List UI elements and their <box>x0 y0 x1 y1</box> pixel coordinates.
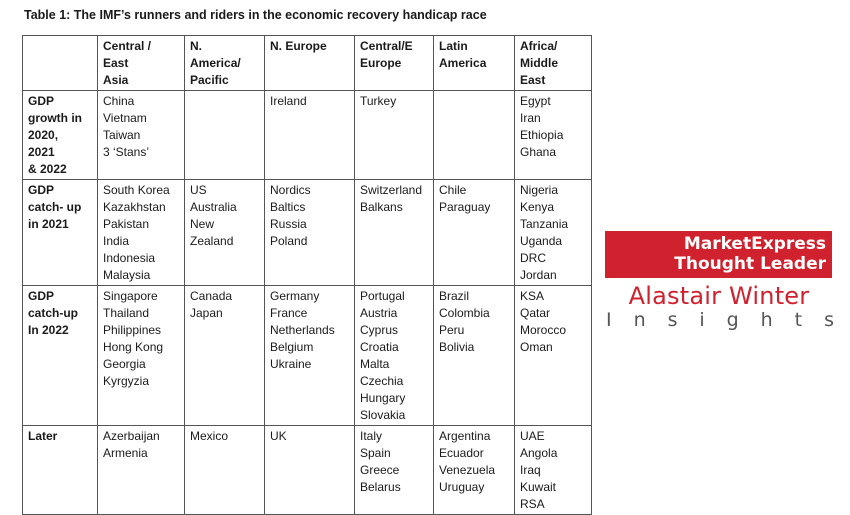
country-name: South Korea <box>103 183 170 197</box>
header-text: Pacific <box>190 73 229 87</box>
column-header <box>265 36 355 91</box>
country-name: Kazakhstan <box>103 200 166 214</box>
column-header <box>515 36 592 91</box>
header-text: Europe <box>360 56 402 70</box>
country-name: Peru <box>439 323 465 337</box>
row-label <box>23 286 98 426</box>
country-name: New <box>190 217 215 231</box>
row-label-text: & 2022 <box>28 162 67 176</box>
country-name: Qatar <box>520 306 551 320</box>
country-name: Uruguay <box>439 480 485 494</box>
country-name: Ghana <box>520 145 557 159</box>
country-name: DRC <box>520 251 546 265</box>
country-name: Brazil <box>439 289 470 303</box>
insights-letter: s <box>667 309 678 331</box>
marketexpress-badge <box>605 231 832 278</box>
country-name: Balkans <box>360 200 403 214</box>
country-name: Ethiopia <box>520 128 564 142</box>
country-name: UK <box>270 429 287 443</box>
row-label-text: in 2021 <box>28 217 69 231</box>
country-name: Belarus <box>360 480 401 494</box>
country-name: Mexico <box>190 429 229 443</box>
country-name: Slovakia <box>360 408 406 422</box>
country-name: Baltics <box>270 200 306 214</box>
country-name: Germany <box>270 289 320 303</box>
header-row <box>23 36 592 91</box>
table-row <box>23 426 592 515</box>
country-name: Ukraine <box>270 357 312 371</box>
brand-subtitle <box>606 309 834 331</box>
header-text: Central / <box>103 39 152 53</box>
row-label-text: catch- up <box>28 200 82 214</box>
country-name: Bolivia <box>439 340 475 354</box>
country-name: Russia <box>270 217 307 231</box>
table-cell <box>355 91 434 180</box>
country-name: Hungary <box>360 391 406 405</box>
row-label-text: Later <box>28 429 58 443</box>
insights-letter: t <box>794 309 803 331</box>
country-name: Spain <box>360 446 391 460</box>
country-name: Iraq <box>520 463 541 477</box>
header-text: America/ <box>190 56 241 70</box>
table-cell <box>355 426 434 515</box>
row-label <box>23 91 98 180</box>
row-label-text: 2021 <box>28 145 55 159</box>
country-name: Taiwan <box>103 128 141 142</box>
table-cell <box>265 426 355 515</box>
country-name: Philippines <box>103 323 162 337</box>
column-header <box>98 36 185 91</box>
country-name: Greece <box>360 463 400 477</box>
country-name: Iran <box>520 111 541 125</box>
insights-letter: I <box>606 309 612 331</box>
country-name: Hong Kong <box>103 340 164 354</box>
table-cell <box>515 426 592 515</box>
country-name: Poland <box>270 234 308 248</box>
table-cell <box>265 91 355 180</box>
row-label-text: In 2022 <box>28 323 69 337</box>
country-name: Canada <box>190 289 233 303</box>
country-name: Nigeria <box>520 183 559 197</box>
header-text: Latin <box>439 39 468 53</box>
country-name: KSA <box>520 289 545 303</box>
country-name: China <box>103 94 135 108</box>
row-label-text: 2020, <box>28 128 59 142</box>
column-header <box>434 36 515 91</box>
country-name: Colombia <box>439 306 490 320</box>
country-name: Switzerland <box>360 183 423 197</box>
insights-letter: n <box>633 309 646 331</box>
corner-cell <box>23 36 98 91</box>
insights-letter: g <box>726 309 739 331</box>
country-name: Angola <box>520 446 558 460</box>
country-name: Jordan <box>520 268 557 282</box>
country-name: Austria <box>360 306 398 320</box>
header-text: Middle <box>520 56 558 70</box>
table-cell <box>434 426 515 515</box>
table-row <box>23 286 592 426</box>
country-name: RSA <box>520 497 545 511</box>
country-name: India <box>103 234 130 248</box>
country-name: Kenya <box>520 200 555 214</box>
table-cell <box>515 286 592 426</box>
row-label-text: catch-up <box>28 306 79 320</box>
table-cell <box>98 426 185 515</box>
row-label <box>23 426 98 515</box>
country-name: US <box>190 183 207 197</box>
country-name: Oman <box>520 340 553 354</box>
country-name: Czechia <box>360 374 404 388</box>
header-text: N. <box>190 39 202 53</box>
country-name: Armenia <box>103 446 148 460</box>
table-cell <box>515 91 592 180</box>
table-cell <box>98 91 185 180</box>
country-name: Kyrgyzia <box>103 374 150 388</box>
table-cell <box>434 91 515 180</box>
country-name: Australia <box>190 200 237 214</box>
country-name: Croatia <box>360 340 399 354</box>
country-name: Ireland <box>270 94 307 108</box>
table-cell <box>98 286 185 426</box>
table-cell <box>185 426 265 515</box>
row-label-text: GDP <box>28 289 55 303</box>
recovery-table <box>22 35 592 515</box>
country-name: Netherlands <box>270 323 335 337</box>
insights-letter: s <box>824 309 834 331</box>
badge-line-2: Thought Leader <box>674 254 826 274</box>
header-text: East <box>103 56 129 70</box>
table-cell <box>98 180 185 286</box>
row-label-text: GDP <box>28 94 55 108</box>
table-title: Table 1: The IMF’s runners and riders in the economic recovery handicap race <box>24 8 487 22</box>
row-label <box>23 180 98 286</box>
country-name: Argentina <box>439 429 491 443</box>
table-cell <box>434 286 515 426</box>
country-name: Tanzania <box>520 217 569 231</box>
insights-letter: h <box>760 309 773 331</box>
country-name: Japan <box>190 306 223 320</box>
country-name: Kuwait <box>520 480 557 494</box>
country-name: Chile <box>439 183 467 197</box>
header-text: N. Europe <box>270 39 327 53</box>
table-cell <box>515 180 592 286</box>
row-label-text: GDP <box>28 183 55 197</box>
insights-letter: i <box>699 309 705 331</box>
country-name: Italy <box>360 429 383 443</box>
table-cell <box>185 91 265 180</box>
header-text: Africa/ <box>520 39 558 53</box>
country-name: Venezuela <box>439 463 496 477</box>
table-cell <box>355 180 434 286</box>
table-row <box>23 91 592 180</box>
table-cell <box>265 180 355 286</box>
country-name: Malaysia <box>103 268 151 282</box>
column-header <box>185 36 265 91</box>
badge-line-1: MarketExpress <box>683 234 826 254</box>
country-name: Thailand <box>103 306 150 320</box>
country-name: Indonesia <box>103 251 156 265</box>
country-name: Uganda <box>520 234 563 248</box>
header-text: Asia <box>103 73 129 87</box>
country-name: Portugal <box>360 289 405 303</box>
country-name: Malta <box>360 357 390 371</box>
country-name: Singapore <box>103 289 158 303</box>
country-name: Turkey <box>360 94 397 108</box>
country-name: Egypt <box>520 94 551 108</box>
country-name: Nordics <box>270 183 311 197</box>
country-name: Ecuador <box>439 446 484 460</box>
header-text: America <box>439 56 487 70</box>
row-label-text: growth in <box>28 111 82 125</box>
header-text: Central/E <box>360 39 413 53</box>
table-cell <box>185 180 265 286</box>
country-name: France <box>270 306 308 320</box>
table-cell <box>434 180 515 286</box>
country-name: Pakistan <box>103 217 150 231</box>
table-cell <box>185 286 265 426</box>
country-name: Morocco <box>520 323 567 337</box>
table-row <box>23 180 592 286</box>
column-header <box>355 36 434 91</box>
country-name: Paraguay <box>439 200 491 214</box>
header-text: East <box>520 73 546 87</box>
country-name: Vietnam <box>103 111 147 125</box>
country-name: Belgium <box>270 340 314 354</box>
table-cell <box>355 286 434 426</box>
country-name: 3 ‘Stans’ <box>103 145 150 159</box>
table-cell <box>265 286 355 426</box>
country-name: Georgia <box>103 357 146 371</box>
country-name: Azerbaijan <box>103 429 160 443</box>
brand-name: Alastair Winter <box>628 282 810 310</box>
country-name: Cyprus <box>360 323 399 337</box>
country-name: Zealand <box>190 234 234 248</box>
country-name: UAE <box>520 429 545 443</box>
